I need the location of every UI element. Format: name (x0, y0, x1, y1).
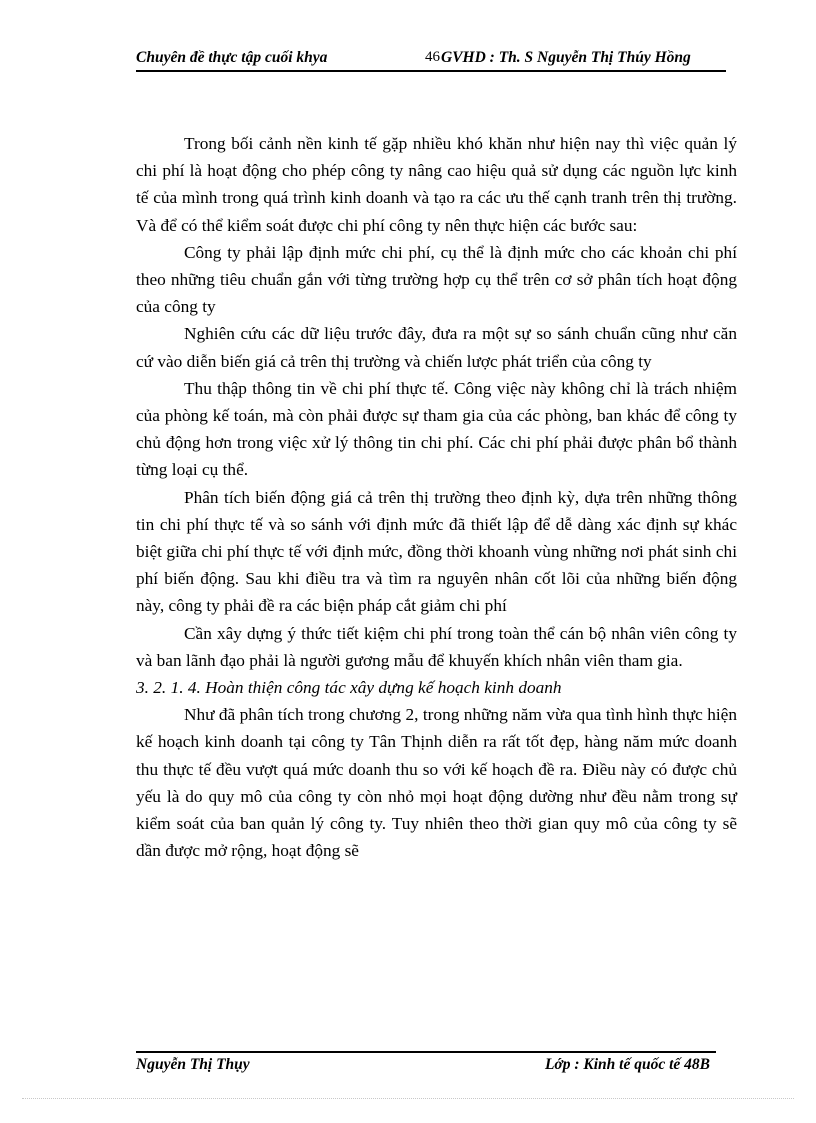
paragraph-1: Trong bối cảnh nền kinh tế gặp nhiều khó khăn như hiện nay thì việc quản lý chi phí là hoạt động cho phép công ty nâng cao hiệu quả sử dụng các nguồn lực kinh tế của mình trong quá trình kinh doanh và tạo ra các ưu thế cạnh tranh trên thị trường. Và để có thể kiểm soát được chi phí công ty nên thực hiện các bước sau: (136, 134, 737, 235)
header-supervisor: GVHD : Th. S Nguyễn Thị Thúy Hồng (441, 49, 691, 66)
page-number: 46 (425, 49, 440, 65)
paragraph-2: Công ty phải lập định mức chi phí, cụ thể là định mức cho các khoản chi phí theo những tiêu chuẩn gắn với từng trường hợp cụ thể trên cơ sở phân tích hoạt động của công ty (136, 242, 737, 317)
page-edge-line (22, 1098, 794, 1099)
footer-class: Lớp : Kinh tế quốc tế 48B (544, 1056, 710, 1073)
page-header (136, 47, 726, 71)
header-title: Chuyên đề thực tập cuối khya (136, 49, 328, 66)
footer-author: Nguyễn Thị Thụy (136, 1056, 250, 1073)
header-rule (136, 70, 726, 72)
paragraph-6: Cần xây dựng ý thức tiết kiệm chi phí trong toàn thể cán bộ nhân viên công ty và ban lãnh đạo phải là người gương mẫu để khuyến khích nhân viên tham gia. (136, 623, 737, 670)
paragraph-4: Thu thập thông tin về chi phí thực tế. Công việc này không chỉ là trách nhiệm của phòng kế toán, mà còn phải được sự tham gia của các phòng, ban khác để công ty chủ động hơn trong việc xử lý thông tin chi phí. Các chi phí phải được phân bổ thành từng loại cụ thể. (136, 378, 737, 480)
page-footer (136, 1054, 716, 1078)
document-body (136, 130, 737, 864)
section-heading: 3. 2. 1. 4. Hoàn thiện công tác xây dựng kế hoạch kinh doanh (136, 678, 562, 698)
paragraph-5: Phân tích biến động giá cả trên thị trường theo định kỳ, dựa trên những thông tin chi phí thực tế và so sánh với định mức đã thiết lập để dễ dàng xác định sự khác biệt giữa chi phí thực tế với định mức, đồng thời khoanh vùng những nơi phát sinh chi phí biến động. Sau khi điều tra và tìm ra nguyên nhân cốt lõi của những biến động này, công ty phải đề ra các biện pháp cắt giảm chi phí (136, 487, 737, 616)
paragraph-7: Như đã phân tích trong chương 2, trong những năm vừa qua tình hình thực hiện kế hoạch kinh doanh tại công ty Tân Thịnh diễn ra rất tốt đẹp, hàng năm mức doanh thu thực tế đều vượt quá mức doanh thu so với kế hoạch đề ra. Điều này có được chủ yếu là do quy mô của công ty còn nhỏ mọi hoạt động dường như đều nằm trong sự kiểm soát của ban quản lý công ty. Tuy nhiên theo thời gian quy mô của công ty sẽ dần được mở rộng, hoạt động sẽ (136, 705, 737, 861)
paragraph-3: Nghiên cứu các dữ liệu trước đây, đưa ra một sự so sánh chuẩn cũng như căn cứ vào diễn biến giá cả trên thị trường và chiến lược phát triển của công ty (136, 324, 737, 371)
footer-rule (136, 1051, 716, 1053)
